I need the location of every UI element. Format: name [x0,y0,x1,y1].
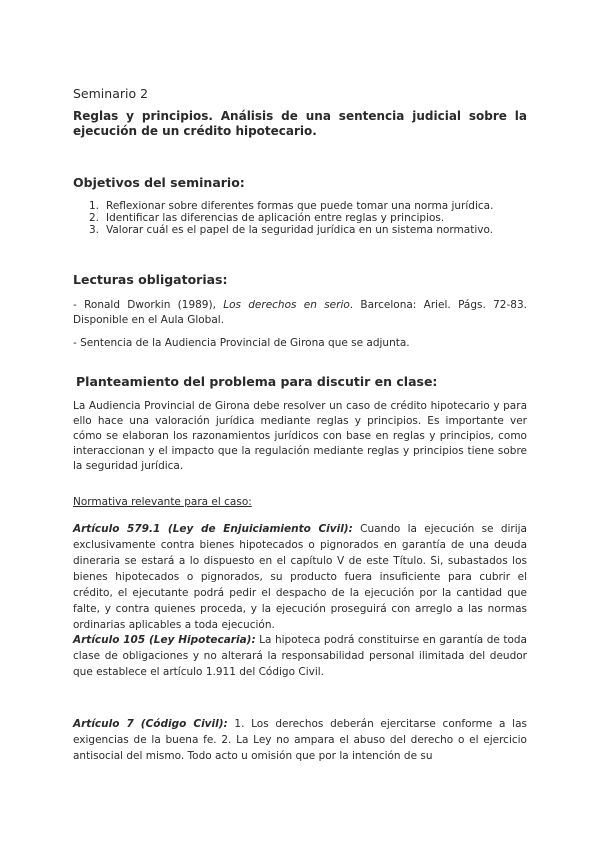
objective-number: 1. [89,200,100,212]
objective-number: 2. [89,212,100,224]
objective-item [89,224,527,236]
article-105-paragraph [73,632,527,680]
normativa-heading: Normativa relevante para el caso: [73,496,252,508]
problem-heading: Planteamiento del problema para discutir en clase: [76,374,438,389]
seminar-title: Seminario 2 [73,86,149,101]
reading-item-sentencia: - Sentencia de la Audiencia Provincial de Girona que se adjunta. [73,337,410,349]
article-text: Cuando la ejecución se dirija exclusivamente contra bienes hipotecados o pignorados en garantía de una deuda dineraria se estará a lo dispuesto en el capítulo V de este Título. Si, subastados los bienes hipotecados o pignorados, su producto fuera insuficiente para cubrir el crédito, el ejecutante podrá pedir el despacho de la ejecución por la cantidad que falte, y contra quienes proceda, y la ejecución proseguirá con arreglo a las normas ordinarias aplicables a toda ejecución. [73,523,527,631]
article-text: 1. Los derechos deberán ejercitarse conforme a las exigencias de la buena fe. 2. La Ley no ampara el abuso del derecho o el ejercicio antisocial del mismo. Todo acto u omisión que por la intención de su [73,718,527,762]
objective-item [89,212,527,224]
document-subtitle: Reglas y principios. Análisis de una sentencia judicial sobre la ejecución de un crédito hipotecario. [73,109,527,138]
objective-number: 3. [89,224,100,236]
article-label: Artículo 105 (Ley Hipotecaria): [73,634,256,646]
reading-item-dworkin [73,298,527,328]
article-label: Artículo 7 (Código Civil): [73,718,228,730]
article-7-paragraph [73,716,527,764]
objective-text: Reflexionar sobre diferentes formas que puede tomar una norma jurídica. [106,200,494,212]
reading-prefix: - Ronald Dworkin (1989), [73,299,224,311]
readings-heading: Lecturas obligatorias: [73,272,228,287]
objective-item [89,200,527,212]
reading-suffix: . Barcelona: Ariel. Págs. 72-83. Disponible en el Aula Global. [73,299,527,326]
objective-text: Valorar cuál es el papel de la seguridad jurídica en un sistema normativo. [106,224,494,236]
article-text: La hipoteca podrá constituirse en garantía de toda clase de obligaciones y no alterará la responsabilidad personal ilimitada del deudor que establece el artículo 1.911 del Código Civil. [73,634,527,678]
objectives-list [89,200,527,236]
problem-text: La Audiencia Provincial de Girona debe resolver un caso de crédito hipotecario y para ello hace una valoración jurídica mediante reglas y principios. Es importante ver cómo se elaboran los razonamientos jurídicos con base en reglas y principios, como interaccionan y el impacto que la regulación mediante reglas y principios tiene sobre la seguridad jurídica. [73,400,527,472]
objective-text: Identificar las diferencias de aplicación entre reglas y principios. [106,212,445,224]
article-label: Artículo 579.1 (Ley de Enjuiciamiento Civil): [73,523,353,535]
article-579-paragraph [73,521,527,633]
objectives-heading: Objetivos del seminario: [73,175,245,190]
reading-book-title: Los derechos en serio [223,299,350,311]
